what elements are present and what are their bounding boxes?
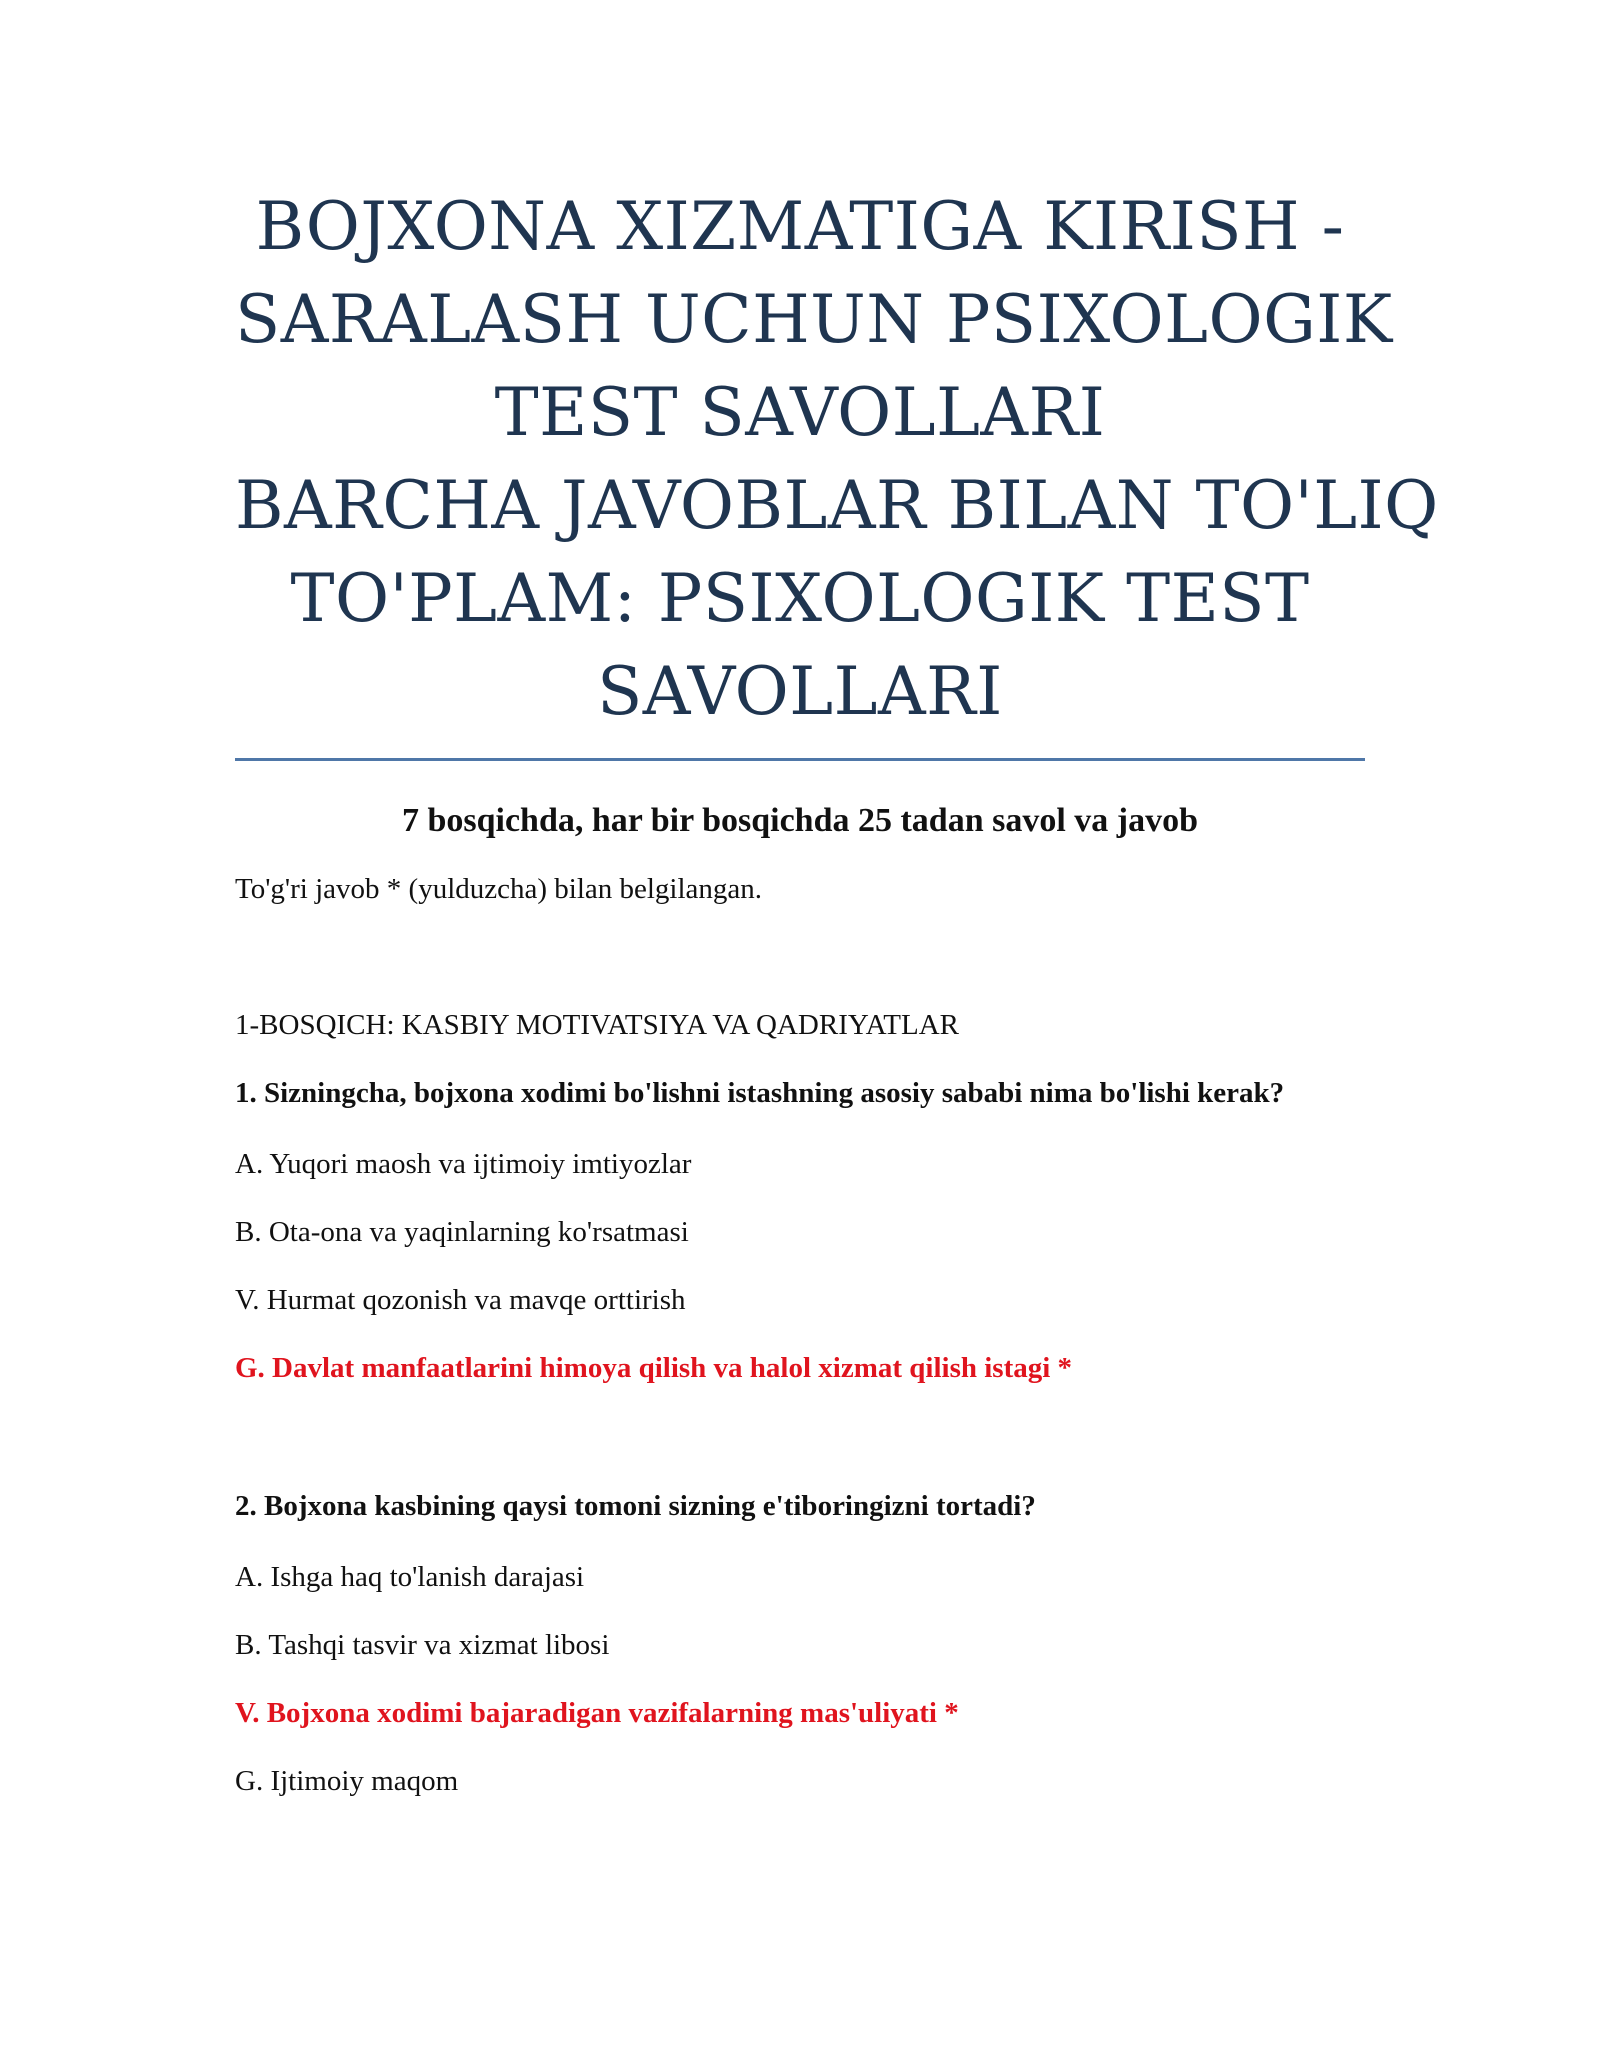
title-line: SARALASH UCHUN PSIXOLOGIK (235, 281, 1393, 358)
document-title (235, 180, 1439, 738)
document-subtitle: 7 bosqichda, har bir bosqichda 25 tadan savol va javob (401, 802, 1199, 839)
answer-key-note: To'g'ri javob * (yulduzcha) bilan belgilangan. (235, 873, 763, 905)
title-line: BARCHA JAVOBLAR BILAN TO'LIQ (235, 467, 1439, 544)
title-divider (235, 758, 1365, 761)
answer-option: B. Ota-ona va yaqinlarning ko'rsatmasi (235, 1216, 689, 1248)
question-text: 1. Sizningcha, bojxona xodimi bo'lishni istashning asosiy sababi nima bo'lishi kerak? (235, 1077, 1285, 1109)
title-line: TO'PLAM: PSIXOLOGIK TEST (290, 560, 1310, 637)
title-line: TEST SAVOLLARI (494, 374, 1106, 451)
correct-answer-option: G. Davlat manfaatlarini himoya qilish va halol xizmat qilish istagi * (235, 1352, 1073, 1384)
answer-option: G. Ijtimoiy maqom (235, 1765, 459, 1797)
title-line: SAVOLLARI (597, 653, 1003, 730)
section-heading: 1-BOSQICH: KASBIY MOTIVATSIYA VA QADRIYATLAR (235, 1009, 960, 1041)
answer-option: V. Hurmat qozonish va mavqe orttirish (235, 1284, 686, 1316)
question-1 (235, 1073, 1365, 1386)
title-line: BOJXONA XIZMATIGA KIRISH - (255, 188, 1345, 265)
correct-answer-option: V. Bojxona xodimi bajaradigan vazifalarning mas'uliyati * (235, 1697, 959, 1729)
answer-option: A. Ishga haq to'lanish darajasi (235, 1561, 585, 1593)
question-text: 2. Bojxona kasbining qaysi tomoni sizning e'tiboringizni tortadi? (235, 1490, 1036, 1522)
answer-option: A. Yuqori maosh va ijtimoiy imtiyozlar (235, 1148, 692, 1180)
question-2 (235, 1486, 1365, 1799)
answer-option: B. Tashqi tasvir va xizmat libosi (235, 1629, 610, 1661)
